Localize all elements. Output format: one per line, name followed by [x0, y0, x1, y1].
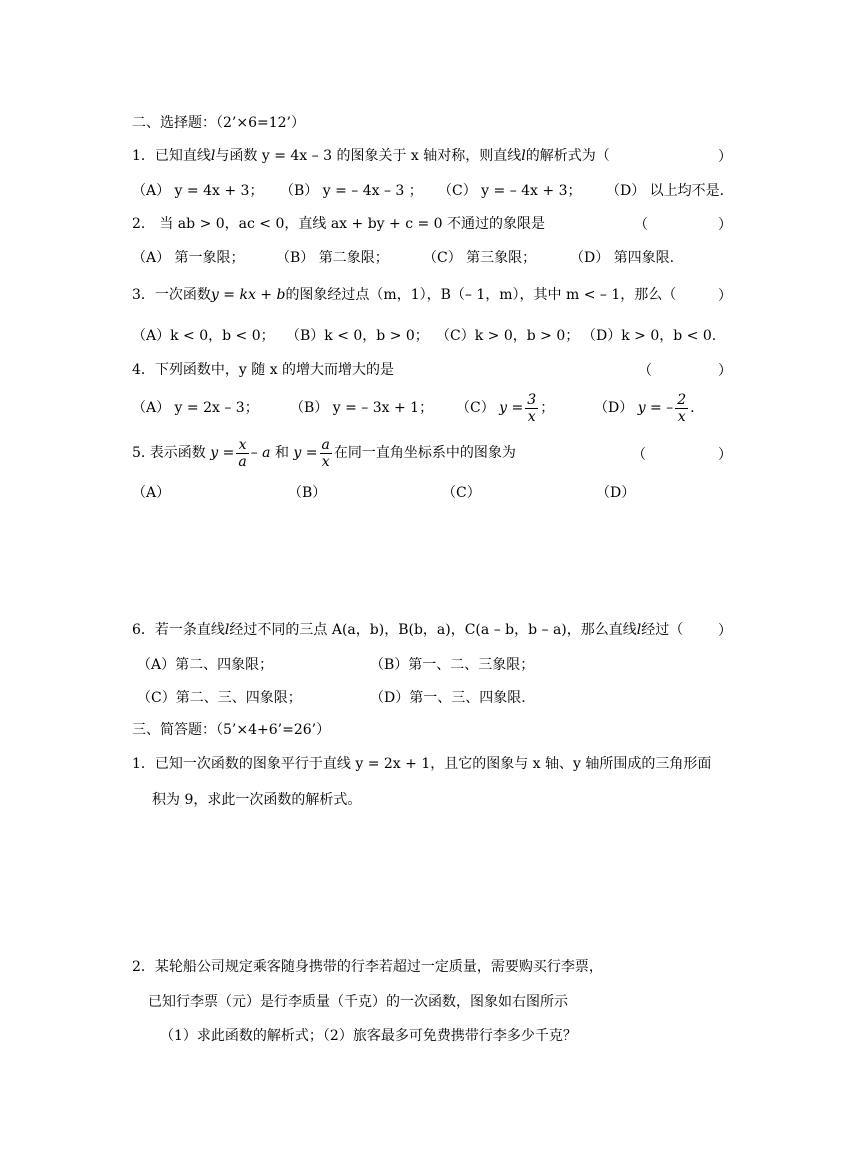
q4-option-c-lhs: y = — [499, 400, 524, 416]
question-4: 4．下列函数中，y 随 x 的增大而增大的是 — [132, 362, 395, 378]
q5-option-d: （D） — [596, 485, 636, 501]
section3-q2-line3: （1）求此函数的解析式；（2）旅客最多可免费携带行李多少千克？ — [160, 1028, 577, 1044]
q6-option-b: （B）第一、二、三象限； — [370, 657, 535, 673]
section3-q2-line2: 已知行李票（元）是行李质量（千克）的一次函数，图象如右图所示 — [148, 994, 568, 1010]
q2-option-a: （A） 第一象限； — [132, 250, 245, 266]
question-2: 2． 当 ab > 0，ac < 0，直线 ax + by + c = 0 不通过的象限是 — [132, 216, 546, 232]
q2-open-paren: （ — [634, 217, 648, 233]
q3-option-b: （B）k < 0，b > 0； — [286, 328, 429, 344]
q5-suffix: 在同一直角坐标系中的图象为 — [333, 445, 516, 461]
q4-option-c — [456, 384, 554, 432]
q6-suffix: 经过（ — [641, 622, 684, 638]
q3-option-c: （C）k > 0，b > 0； — [436, 328, 580, 344]
q4-option-c-denominator: x — [525, 408, 538, 425]
q4-option-a: （A） y = 2x – 3； — [132, 400, 259, 416]
q4-option-d-end: . — [690, 400, 695, 416]
q4-close-paren: ） — [718, 363, 732, 379]
q5-f2-numerator: a — [321, 436, 330, 453]
q4-option-d-denominator: x — [675, 408, 688, 425]
q6-line-symbol-2: l — [636, 622, 642, 638]
q5-prefix: 5. 表示函数 — [132, 445, 206, 461]
section3-q1-line2: 积为 9，求此一次函数的解析式。 — [152, 792, 362, 808]
q5-and: 和 — [274, 445, 289, 461]
q4-option-b: （B） y = – 3x + 1； — [290, 400, 434, 416]
q4-option-d-numerator: 2 — [677, 391, 687, 408]
q1-mid: 与函数 y = 4x – 3 的图象关于 x 轴对称，则直线 — [215, 148, 522, 164]
section2-heading: 二、选择题：（2’×6=12’） — [132, 115, 305, 131]
q6-line-symbol: l — [224, 622, 230, 638]
q6-close-paren: ） — [718, 623, 732, 639]
q5-option-b: （B） — [288, 485, 327, 501]
q6-option-a: （A）第二、四象限； — [137, 657, 274, 673]
q1-option-c: （C） y = – 4x + 3； — [438, 183, 582, 199]
q1-line-symbol: l — [210, 148, 216, 164]
q6-mid: 经过不同的三点 A(a，b)，B(b，a)，C(a – b，b – a)，那么直线 — [229, 622, 637, 638]
question-1 — [132, 146, 610, 166]
q4-option-d-fraction — [675, 392, 688, 425]
q4-option-c-label: （C） — [456, 400, 495, 416]
q3-option-d: （D）k > 0，b < 0. — [582, 328, 717, 344]
q1-option-b: （B） y = – 4x – 3 ； — [280, 183, 423, 199]
q3-option-a: （A）k < 0，b < 0； — [132, 328, 275, 344]
q4-option-d-lhs: y = – — [637, 400, 674, 416]
q5-f1-rest: – a — [250, 445, 271, 461]
q1-suffix: 的解析式为（ — [525, 148, 610, 164]
q6-option-d: （D）第一、三、四象限. — [370, 690, 526, 706]
section3-heading: 三、简答题：（5’×4+6’=26’） — [132, 722, 331, 738]
q6-prefix: 6．若一条直线 — [132, 622, 225, 638]
q4-open-paren: （ — [638, 363, 652, 379]
q2-close-paren: ） — [718, 217, 732, 233]
question-5 — [132, 429, 516, 477]
q4-option-d — [594, 384, 695, 432]
q2-option-b: （B） 第二象限； — [276, 250, 389, 266]
question-3 — [132, 285, 676, 305]
q3-suffix: 的图象经过点（m，1），B（– 1，m），其中 m < – 1，那么（ — [285, 287, 677, 303]
q5-close-paren: ） — [718, 447, 732, 463]
q5-f1-fraction — [236, 437, 248, 470]
q1-option-d: （D） 以上均不是. — [606, 183, 725, 199]
q1-option-a: （A） y = 4x + 3； — [132, 183, 264, 199]
q4-option-c-fraction — [525, 392, 538, 425]
q5-f2-fraction — [320, 437, 332, 470]
q6-option-c: （C）第二、三、四象限； — [137, 690, 302, 706]
q4-option-c-numerator: 3 — [527, 391, 537, 408]
section3-q1-line1: 1．已知一次函数的图象平行于直线 y = 2x + 1，且它的图象与 x 轴、y 轴所围成的三角形面 — [132, 756, 712, 772]
q4-option-c-end: ； — [540, 400, 555, 416]
q2-option-d: （D） 第四象限. — [570, 250, 675, 266]
q5-f1-denominator: a — [238, 453, 247, 470]
q3-prefix: 3．一次函数 — [132, 287, 211, 303]
q5-option-c: （C） — [442, 485, 481, 501]
q3-close-paren: ） — [718, 288, 732, 304]
q1-line-symbol-2: l — [521, 148, 526, 164]
section3-q2-line1: 2．某轮船公司规定乘客随身携带的行李若超过一定质量，需要购买行李票， — [132, 959, 603, 975]
q5-f1-lhs: y = — [210, 445, 235, 461]
q5-f2-denominator: x — [320, 453, 332, 470]
q4-option-d-label: （D） — [594, 400, 634, 416]
q5-option-a: （A） — [132, 485, 171, 501]
q5-open-paren: （ — [632, 447, 646, 463]
q3-formula: y = kx + b — [210, 287, 286, 303]
q5-f1-numerator: x — [238, 436, 247, 453]
q1-close-paren: ） — [718, 149, 732, 165]
question-6 — [132, 620, 683, 640]
q1-prefix: 1．已知直线 — [132, 148, 211, 164]
q2-option-c: （C） 第三象限； — [423, 250, 537, 266]
q5-f2-lhs: y = — [293, 445, 318, 461]
